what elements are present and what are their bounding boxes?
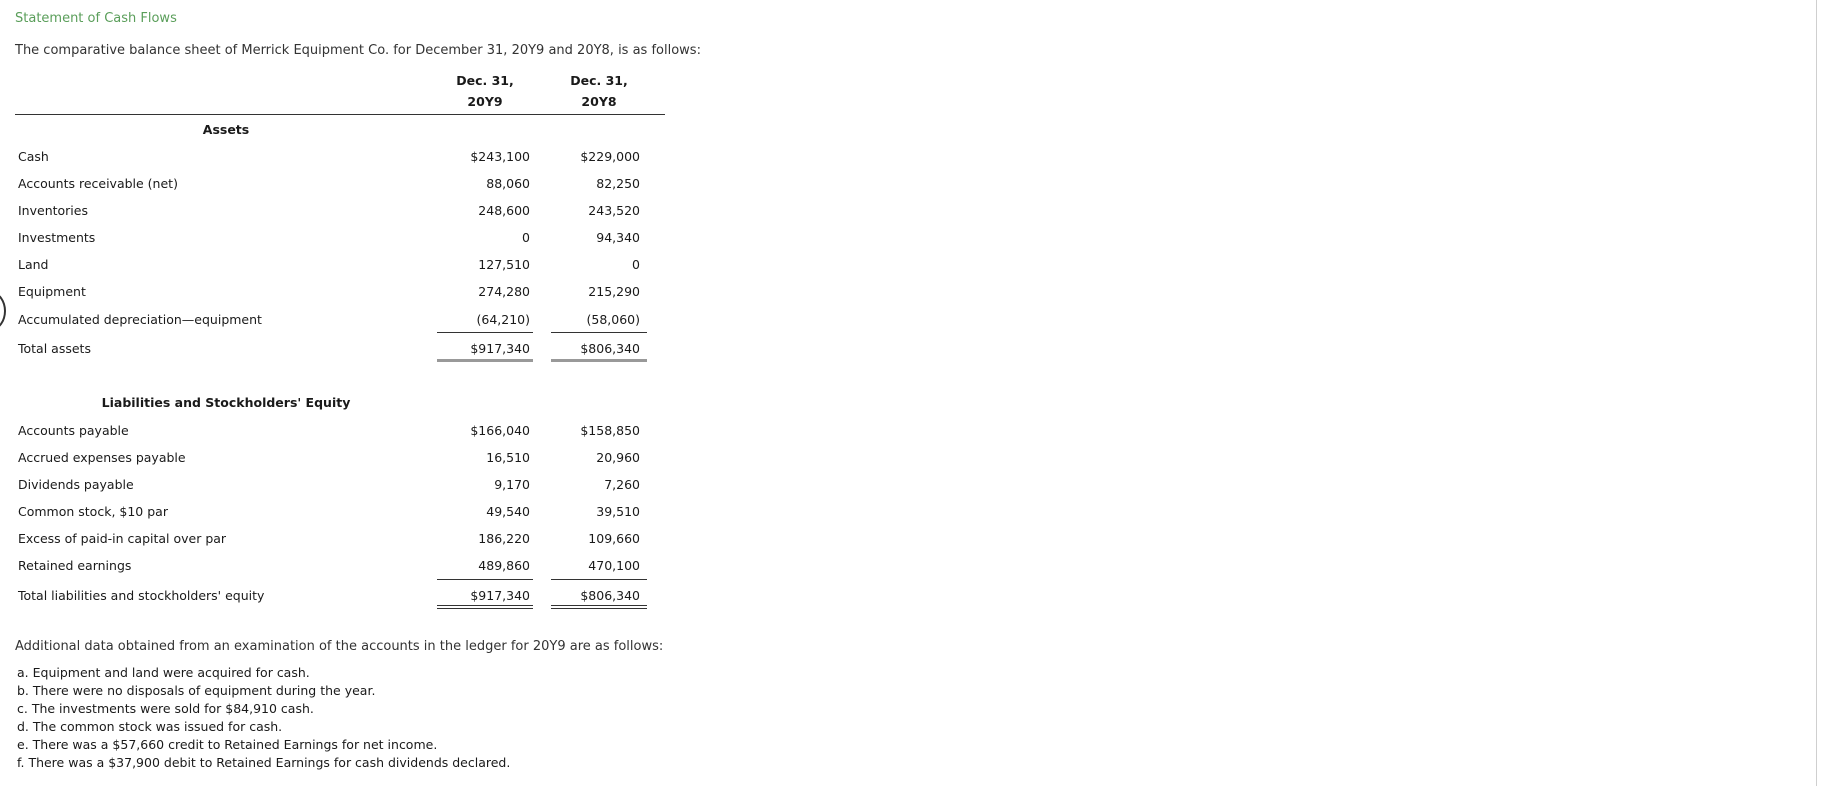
value-20y8: 7,260 xyxy=(604,477,640,492)
row-label: Excess of paid-in capital over par xyxy=(18,531,227,546)
total-double-rule xyxy=(551,605,647,609)
value-20y9: 274,280 xyxy=(478,284,530,299)
list-item: d. The common stock was issued for cash. xyxy=(17,719,283,734)
value-20y8: $806,340 xyxy=(580,341,640,356)
value-20y9: 88,060 xyxy=(486,176,530,191)
value-20y8: 94,340 xyxy=(596,230,640,245)
subtotal-rule xyxy=(551,332,647,333)
table-row xyxy=(0,475,680,495)
column-header-line2: 20Y8 xyxy=(581,94,617,109)
row-label: Equipment xyxy=(18,284,86,299)
table-row xyxy=(0,421,680,441)
value-20y9: $917,340 xyxy=(470,341,530,356)
total-double-rule xyxy=(437,359,533,362)
row-label: Inventories xyxy=(18,203,88,218)
list-item: f. There was a $37,900 debit to Retained Earnings for cash dividends declared. xyxy=(17,755,511,770)
value-20y8: 215,290 xyxy=(588,284,640,299)
scrollbar-track[interactable] xyxy=(1816,0,1817,786)
header-rule xyxy=(15,114,665,115)
row-label: Cash xyxy=(18,149,49,164)
list-item: b. There were no disposals of equipment during the year. xyxy=(17,683,376,698)
column-header-20y8 xyxy=(544,70,654,112)
column-header-line1: Dec. 31, xyxy=(570,73,628,88)
value-20y9: $243,100 xyxy=(470,149,530,164)
table-row xyxy=(0,310,680,330)
row-label: Accrued expenses payable xyxy=(18,450,186,465)
additional-data-list xyxy=(17,664,510,772)
value-20y8: 109,660 xyxy=(588,531,640,546)
value-20y9: 489,860 xyxy=(478,558,530,573)
value-20y9: 49,540 xyxy=(486,504,530,519)
subtotal-rule xyxy=(437,579,533,580)
value-20y8: 20,960 xyxy=(596,450,640,465)
column-header-line1: Dec. 31, xyxy=(456,73,514,88)
row-label: Investments xyxy=(18,230,96,245)
total-row xyxy=(0,339,680,359)
value-20y9: $166,040 xyxy=(470,423,530,438)
table-row xyxy=(0,448,680,468)
row-label: Total liabilities and stockholders' equity xyxy=(18,588,265,603)
value-20y8: 470,100 xyxy=(588,558,640,573)
total-double-rule xyxy=(551,359,647,362)
table-row xyxy=(0,502,680,522)
value-20y9: 186,220 xyxy=(478,531,530,546)
value-20y8: (58,060) xyxy=(586,312,640,327)
total-row xyxy=(0,586,680,606)
row-label: Dividends payable xyxy=(18,477,134,492)
value-20y9: $917,340 xyxy=(470,588,530,603)
subtotal-rule xyxy=(437,332,533,333)
table-row xyxy=(0,556,680,576)
value-20y8: $229,000 xyxy=(580,149,640,164)
liabilities-section-title: Liabilities and Stockholders' Equity xyxy=(101,395,351,410)
table-row xyxy=(0,174,680,194)
value-20y9: 127,510 xyxy=(478,257,530,272)
column-header-line2: 20Y9 xyxy=(467,94,503,109)
row-label: Land xyxy=(18,257,49,272)
intro-text: The comparative balance sheet of Merrick Equipment Co. for December 31, 20Y9 and 20Y8, is as follows: xyxy=(15,43,701,58)
value-20y8: $158,850 xyxy=(580,423,640,438)
row-label: Accounts payable xyxy=(18,423,129,438)
table-row xyxy=(0,255,680,275)
subtotal-rule xyxy=(551,579,647,580)
table-row xyxy=(0,228,680,248)
value-20y8: 82,250 xyxy=(596,176,640,191)
value-20y9: 0 xyxy=(522,230,530,245)
table-row xyxy=(0,201,680,221)
list-item: a. Equipment and land were acquired for cash. xyxy=(17,665,310,680)
value-20y9: 9,170 xyxy=(494,477,530,492)
assets-section-title: Assets xyxy=(202,122,250,137)
value-20y9: 16,510 xyxy=(486,450,530,465)
value-20y8: 39,510 xyxy=(596,504,640,519)
row-label: Accumulated depreciation—equipment xyxy=(18,312,262,327)
row-label: Common stock, $10 par xyxy=(18,504,168,519)
row-label: Total assets xyxy=(18,341,91,356)
column-header-20y9 xyxy=(430,70,540,112)
value-20y8: 243,520 xyxy=(588,203,640,218)
list-item: c. The investments were sold for $84,910 cash. xyxy=(17,701,314,716)
value-20y8: $806,340 xyxy=(580,588,640,603)
list-item: e. There was a $57,660 credit to Retained Earnings for net income. xyxy=(17,737,438,752)
row-label: Accounts receivable (net) xyxy=(18,176,178,191)
page-header: Statement of Cash Flows xyxy=(15,11,177,26)
table-row xyxy=(0,529,680,549)
value-20y9: (64,210) xyxy=(476,312,530,327)
table-row xyxy=(0,147,680,167)
table-row xyxy=(0,282,680,302)
value-20y9: 248,600 xyxy=(478,203,530,218)
total-double-rule xyxy=(437,605,533,609)
row-label: Retained earnings xyxy=(18,558,132,573)
additional-data-intro: Additional data obtained from an examination of the accounts in the ledger for 20Y9 are as follows: xyxy=(15,639,664,654)
value-20y8: 0 xyxy=(632,257,640,272)
